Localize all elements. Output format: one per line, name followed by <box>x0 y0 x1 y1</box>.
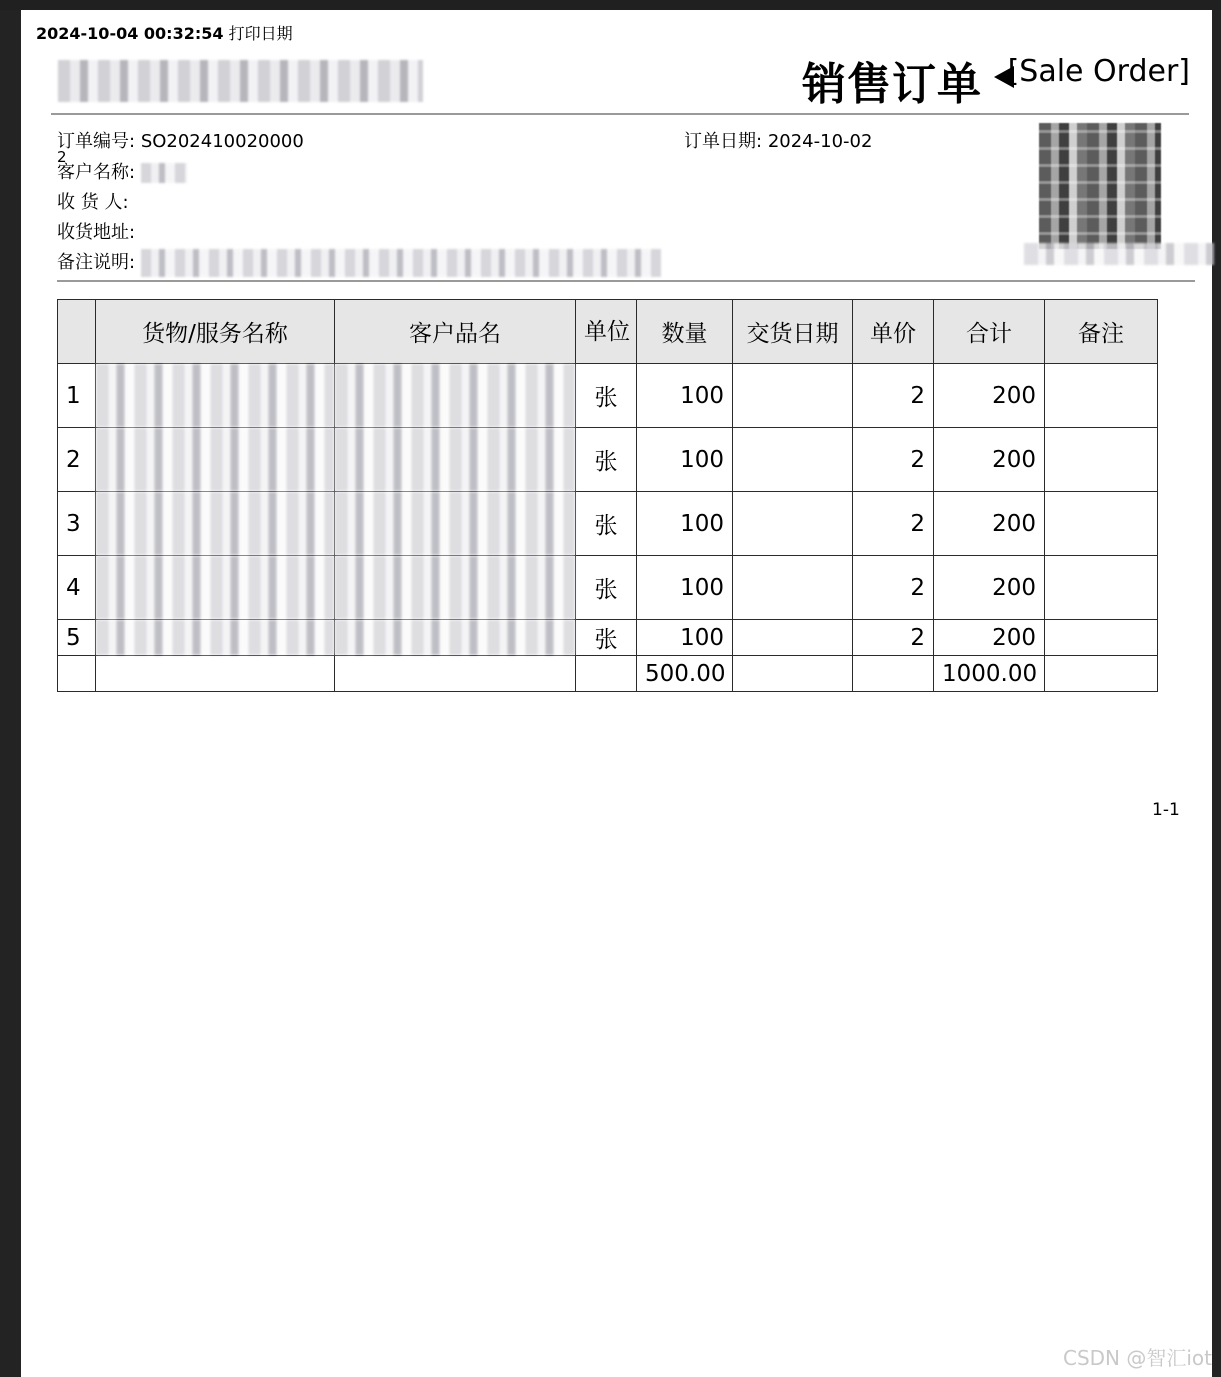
row-quantity: 100 <box>637 620 733 656</box>
remark-redacted <box>141 249 661 277</box>
order-items-table <box>57 299 1158 692</box>
row-delivery-date <box>733 620 853 656</box>
totals-row <box>58 656 1158 692</box>
print-timestamp: 2024-10-04 00:32:54 <box>36 24 224 43</box>
header-remark: 备注 <box>1045 300 1158 364</box>
row-remark <box>1045 620 1158 656</box>
row-unit-price: 2 <box>853 620 934 656</box>
receiver-field <box>57 188 129 214</box>
totals-index <box>58 656 96 692</box>
row-index: 1 <box>58 364 96 428</box>
order-date-value: 2024-10-02 <box>767 131 873 152</box>
row-total: 200 <box>934 620 1045 656</box>
order-date-field <box>684 127 872 153</box>
table-row <box>58 556 1158 620</box>
order-number-label: 订单编号: <box>57 131 136 152</box>
row-remark <box>1045 492 1158 556</box>
table-row <box>58 492 1158 556</box>
customer-product-name-redacted <box>335 364 576 428</box>
order-number-value: SO202410020000 <box>140 131 304 152</box>
row-unit: 张 <box>576 556 637 620</box>
qr-code-redacted <box>1039 123 1161 249</box>
remark-label: 备注说明: <box>57 252 136 273</box>
row-delivery-date <box>733 428 853 492</box>
order-number-field <box>57 127 304 153</box>
customer-name-label: 客户名称: <box>57 162 136 183</box>
qr-caption-redacted <box>1024 243 1214 265</box>
header-divider <box>51 113 1189 115</box>
header-quantity: 数量 <box>637 300 733 364</box>
table-row <box>58 364 1158 428</box>
header-delivery-date: 交货日期 <box>733 300 853 364</box>
table-row <box>58 620 1158 656</box>
row-index: 2 <box>58 428 96 492</box>
goods-name-redacted <box>96 364 335 428</box>
header-unit: 单位 <box>576 300 637 364</box>
row-quantity: 100 <box>637 364 733 428</box>
watermark: CSDN @智汇iot <box>1062 1346 1212 1370</box>
row-unit-price: 2 <box>853 556 934 620</box>
customer-product-name-redacted <box>335 428 576 492</box>
row-unit-price: 2 <box>853 428 934 492</box>
address-label: 收货地址: <box>57 222 136 243</box>
address-field <box>57 218 135 244</box>
row-total: 200 <box>934 428 1045 492</box>
header-index <box>58 300 96 364</box>
total-quantity: 500.00 <box>637 656 733 692</box>
totals-delivery-date <box>733 656 853 692</box>
row-delivery-date <box>733 556 853 620</box>
total-amount: 1000.00 <box>934 656 1045 692</box>
document-title: 销售订单 <box>802 59 982 110</box>
totals-customer-product-name <box>335 656 576 692</box>
totals-unit-price <box>853 656 934 692</box>
header-customer-product-name: 客户品名 <box>335 300 576 364</box>
print-date <box>36 21 293 44</box>
customer-name-field <box>57 158 187 184</box>
row-unit: 张 <box>576 428 637 492</box>
table-row <box>58 428 1158 492</box>
row-delivery-date <box>733 364 853 428</box>
goods-name-redacted <box>96 556 335 620</box>
order-number-overflow: 2 <box>57 148 67 166</box>
row-quantity: 100 <box>637 428 733 492</box>
table-header-row <box>58 300 1158 364</box>
row-index: 4 <box>58 556 96 620</box>
totals-unit <box>576 656 637 692</box>
row-total: 200 <box>934 364 1045 428</box>
viewer-top-bar <box>0 0 1221 10</box>
row-total: 200 <box>934 492 1045 556</box>
row-quantity: 100 <box>637 492 733 556</box>
document-title-en: [Sale Order] <box>1007 54 1190 89</box>
header-goods-name: 货物/服务名称 <box>96 300 335 364</box>
receiver-label: 收 货 人: <box>57 192 129 213</box>
row-total: 200 <box>934 556 1045 620</box>
remark-field <box>57 248 661 277</box>
customer-product-name-redacted <box>335 492 576 556</box>
print-date-label: 打印日期 <box>228 24 293 43</box>
row-unit: 张 <box>576 364 637 428</box>
row-index: 5 <box>58 620 96 656</box>
row-unit-price: 2 <box>853 364 934 428</box>
company-name-redacted <box>58 60 423 102</box>
row-unit: 张 <box>576 620 637 656</box>
row-quantity: 100 <box>637 556 733 620</box>
goods-name-redacted <box>96 492 335 556</box>
row-remark <box>1045 428 1158 492</box>
header-unit-price: 单价 <box>853 300 934 364</box>
row-unit: 张 <box>576 492 637 556</box>
order-date-label: 订单日期: <box>684 131 763 152</box>
row-delivery-date <box>733 492 853 556</box>
row-remark <box>1045 556 1158 620</box>
page-number: 1-1 <box>1152 800 1180 820</box>
customer-name-redacted <box>141 163 187 183</box>
header-total: 合计 <box>934 300 1045 364</box>
goods-name-redacted <box>96 620 335 656</box>
customer-product-name-redacted <box>335 620 576 656</box>
document-page <box>21 10 1212 1377</box>
section-divider <box>57 280 1195 282</box>
row-index: 3 <box>58 492 96 556</box>
goods-name-redacted <box>96 428 335 492</box>
row-unit-price: 2 <box>853 492 934 556</box>
totals-goods-name <box>96 656 335 692</box>
customer-product-name-redacted <box>335 556 576 620</box>
row-remark <box>1045 364 1158 428</box>
totals-remark <box>1045 656 1158 692</box>
